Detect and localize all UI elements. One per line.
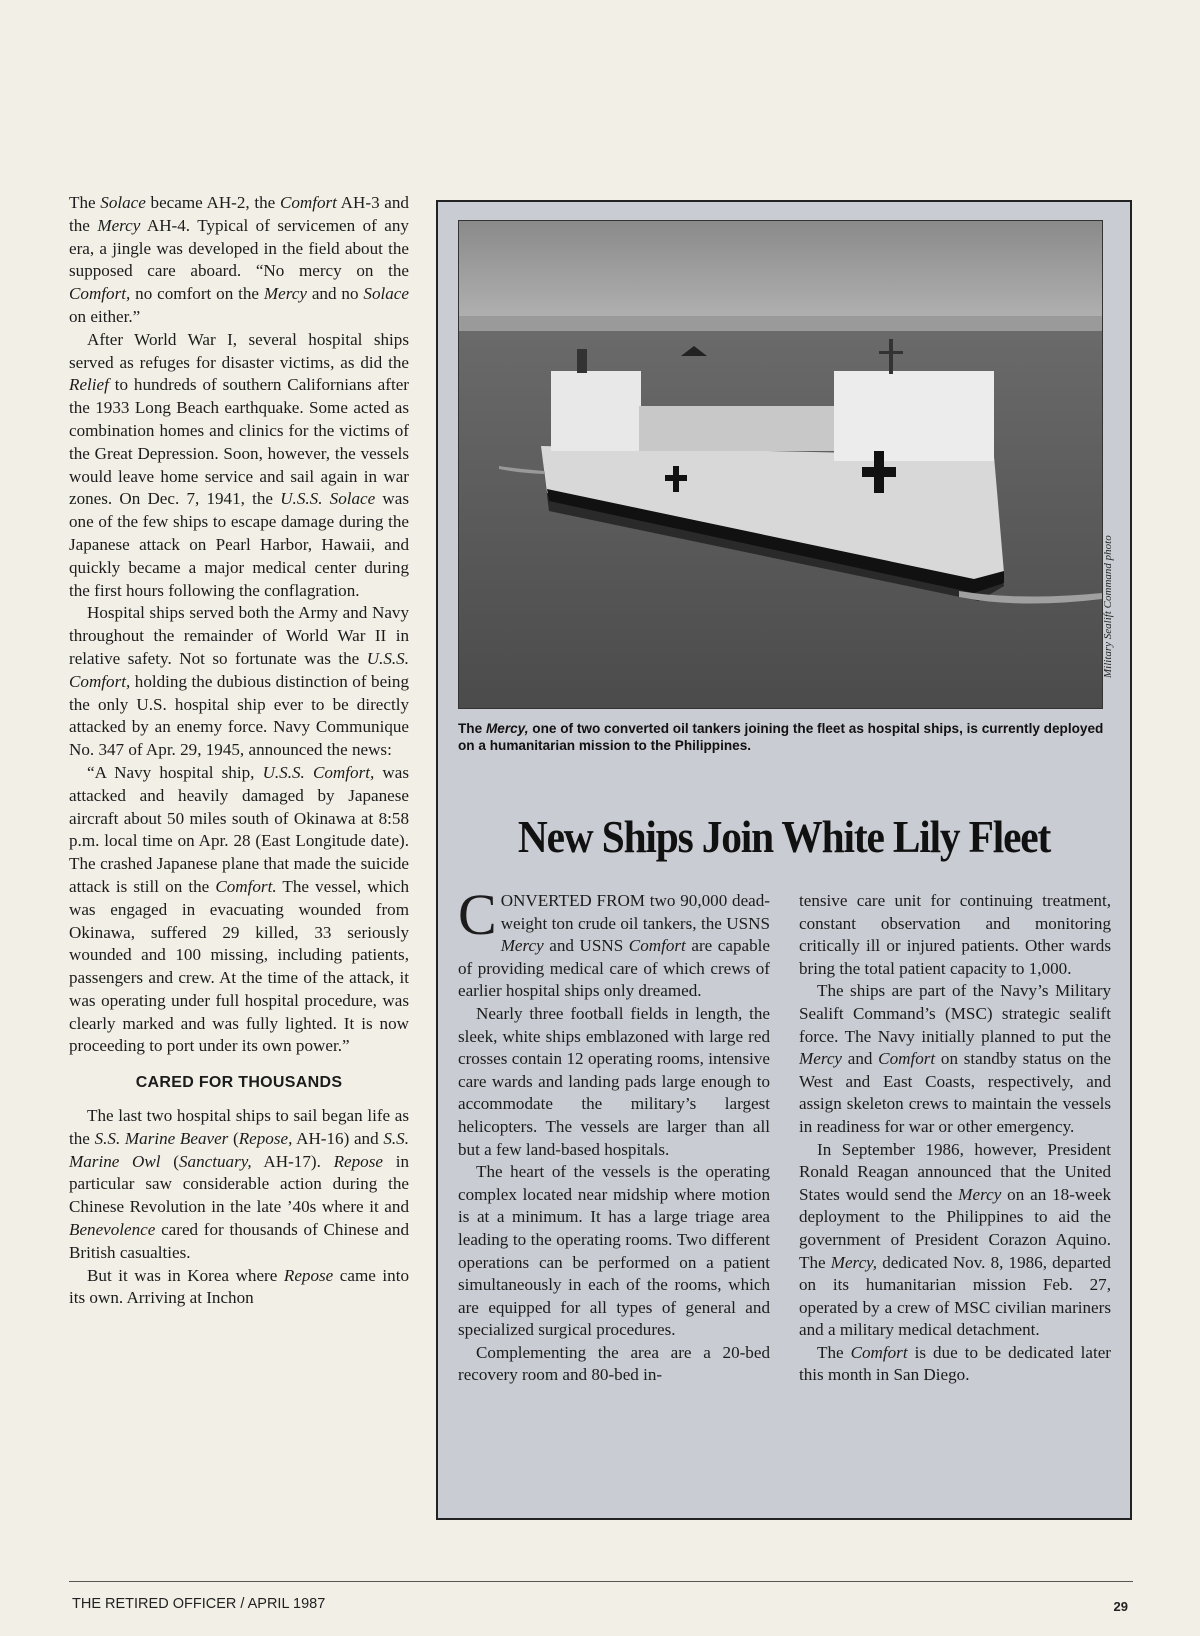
sidebar-column-1 xyxy=(458,882,770,1387)
paragraph: tensive care unit for continuing treatment, constant observation and monitoring critically ill or injured patients. Other wards bring the total patient capacity to 1,000. xyxy=(799,891,1111,978)
photo-credit: Military Sealift Command photo xyxy=(1102,535,1114,679)
paragraph: In September 1986, however, President Ronald Reagan announced that the United States would send the Mercy on an 18-week deployment to the Philippines to aid the government of President Corazon Aquino. The Mercy, dedicated Nov. 8, 1986, departed on its humanitarian mission Feb. 27, operated by a crew of MSC civilian mariners and a military medical detachment. xyxy=(799,1139,1111,1340)
photo-caption: The Mercy, one of two converted oil tankers joining the fleet as hospital ships, is currently deployed on a humanitarian mission to the Philippines. xyxy=(458,721,1104,753)
paragraph: After World War I, several hospital ships served as refuges for disaster victims, as did the Relief to hundreds of southern Californians after the 1933 Long Beach earthquake. Some acted as combination homes and clinics for the victims of the Great Depression. Soon, however, the vessels would leave home service and sail again in war zones. On Dec. 7, 1941, the U.S.S. Solace was one of the few ships to escape damage during the Japanese attack on Pearl Harbor, Hawaii, and quickly became a major medical center during the first hours following the conflagration. xyxy=(69,329,409,600)
left-article-column xyxy=(69,192,409,1310)
paragraph: But it was in Korea where Repose came into its own. Arriving at Inchon xyxy=(69,1265,409,1308)
ship-photo xyxy=(458,220,1103,709)
paragraph: The last two hospital ships to sail began life as the S.S. Marine Beaver (Repose, AH-16) and S.S. Marine Owl (Sanctuary, AH-17). Repose in particular saw considerable action during the Chinese Revolution in the late ’40s where it and Benevolence cared for thousands of Chinese and British casualties. xyxy=(69,1106,410,1262)
page-number: 29 xyxy=(1113,1599,1128,1614)
paragraph: The ships are part of the Navy’s Military Sealift Command’s (MSC) strategic sealift force. The Navy initially planned to put the Mercy and Comfort on standby status on the West and East Coasts, respectively, and assign skeleton crews to maintain the vessels in readiness for war or other emergency. xyxy=(799,981,1111,1136)
sidebar-box xyxy=(436,200,1132,1520)
hospital-ship-image xyxy=(459,221,1102,708)
paragraph: Hospital ships served both the Army and Navy throughout the remainder of World War II in relative safety. Not so fortunate was the U.S.S. Comfort, holding the dubious distinction of being the only U.S. hospital ship ever to be directly attacked by an enemy force. Navy Communique No. 347 of Apr. 29, 1945, announced the news: xyxy=(69,603,409,760)
paragraph: Complementing the area are a 20-bed recovery room and 80-bed in- xyxy=(458,1342,770,1385)
paragraph: Nearly three football fields in length, the sleek, white ships emblazoned with large red crosses contain 12 operating rooms, intensive care wards and landing pads large enough to accommodate the military’s largest helicopters. The vessels are larger than all but a few land-based hospitals. xyxy=(458,1003,770,1159)
paragraph: The Solace became AH-2, the Comfort AH-3 and the Mercy AH-4. Typical of servicemen of any era, a jingle was developed in the field about the supposed care aboard. “No mercy on the Comfort, no comfort on the Mercy and no Solace on either.” xyxy=(69,193,409,326)
publication-footer: THE RETIRED OFFICER / APRIL 1987 xyxy=(72,1596,326,1612)
sidebar-column-2 xyxy=(799,890,1111,1387)
sidebar-headline: New Ships Join White Lily Fleet xyxy=(517,811,1051,862)
paragraph: The heart of the vessels is the operating complex located near midship where motion is at a minimum. It has a large triage area leading to the operating rooms. Two different operations can be performed on a patient simultaneously in each of the rooms, which are equipped for all types of general and specialized surgical procedures. xyxy=(458,1162,770,1340)
section-subhead: CARED FOR THOUSANDS xyxy=(135,1074,343,1092)
drop-cap: C xyxy=(458,882,497,947)
paragraph: “A Navy hospital ship, U.S.S. Comfort, was attacked and heavily damaged by Japanese aircraft about 50 miles south of Okinawa at 8:58 p.m. local time on Apr. 28 (East Longitude date). The crashed Japanese plane that made the suicide attack is still on the Comfort. The vessel, which was engaged in evacuating wounded from Okinawa, suffered 29 killed, 33 seriously wounded and 100 missing, including patients, passengers and crew. At the time of the attack, it was operating under full hospital procedure, was clearly marked and was fully lighted. It is now proceeding to port under its own power.” xyxy=(69,762,409,1056)
footer-divider xyxy=(69,1581,1133,1582)
paragraph: The Comfort is due to be dedicated later this month in San Diego. xyxy=(799,1342,1111,1385)
paragraph: CONVERTED FROM two 90,000 dead-weight ton crude oil tankers, the USNS Mercy and USNS Comfort are capable of providing medical care of which crews of earlier hospital ships only dreamed. xyxy=(458,882,770,1001)
